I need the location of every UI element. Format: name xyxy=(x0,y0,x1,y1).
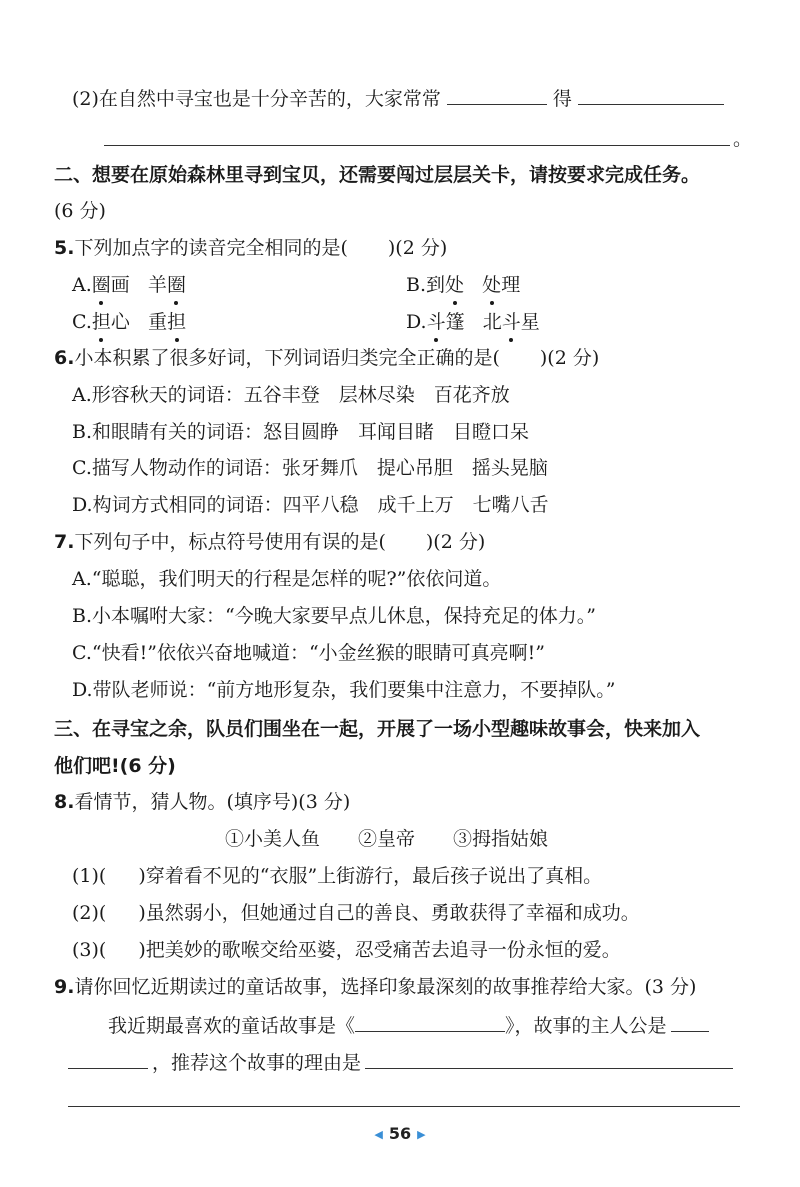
q6-option-b: B.和眼睛有关的词语：怒目圆睁 耳闻目睹 目瞪口呆 xyxy=(72,421,530,443)
section-heading: 二、想要在原始森林里寻到宝贝，还需要闯过层层关卡，请按要求完成任务。 xyxy=(54,164,701,186)
dotted-char: 担 xyxy=(91,311,111,333)
q7-score: )(2 分) xyxy=(425,531,486,553)
question-number: 5. xyxy=(54,237,75,259)
page-footer xyxy=(0,1124,800,1143)
end-mark: 。 xyxy=(733,128,753,150)
answer-blank[interactable] xyxy=(68,1050,148,1069)
answer-blank[interactable] xyxy=(447,86,547,105)
q6-option-d: D.构词方式相同的词语：四平八稳 成千上万 七嘴八舌 xyxy=(72,494,549,516)
question-number: 7. xyxy=(54,531,75,553)
question-number: 9. xyxy=(54,976,75,998)
section-heading: 三、在寻宝之余，队员们围坐在一起，开展了一场小型趣味故事会，快来加入 xyxy=(54,718,701,740)
q9-stem xyxy=(54,974,696,1000)
q4-item2-text: (2)在自然中寻宝也是十分辛苦的，大家常常 xyxy=(72,88,441,110)
dotted-char: 圈 xyxy=(91,274,111,296)
triangle-left-icon: ◀ xyxy=(374,1128,383,1141)
q7-option-c: C.“快看!”依依兴奋地喊道：“小金丝猴的眼睛可真亮啊!” xyxy=(72,642,546,664)
triangle-right-icon: ▶ xyxy=(417,1128,426,1141)
answer-blank[interactable] xyxy=(578,86,724,105)
q8-item-2: (2)( )虽然弱小，但她通过自己的善良、勇敢获得了幸福和成功。 xyxy=(72,902,640,924)
answer-blank[interactable] xyxy=(365,1050,733,1069)
dotted-char: 圈 xyxy=(166,274,186,296)
answer-line[interactable] xyxy=(68,1106,740,1107)
q9-line-1: 我近期最喜欢的童话故事是《 》，故事的主人公是 xyxy=(108,1013,709,1039)
q7-option-d: D.带队老师说：“前方地形复杂，我们要集中注意力，不要掉队。” xyxy=(72,679,616,701)
answer-blank[interactable] xyxy=(355,1013,505,1032)
q8-stem-text: 看情节，猜人物。(填序号)(3 分) xyxy=(74,791,351,813)
dotted-char: 处 xyxy=(482,274,502,296)
q8-stem xyxy=(54,789,350,815)
q9-line-2: ，推荐这个故事的理由是 xyxy=(68,1050,733,1076)
dotted-char: 处 xyxy=(445,274,465,296)
q9-stem-text: 请你回忆近期读过的童话故事，选择印象最深刻的故事推荐给大家。(3 分) xyxy=(74,976,697,998)
q7-option-a: A.“聪聪，我们明天的行程是怎样的呢?”依依问道。 xyxy=(72,568,502,590)
q7-option-b: B.小本嘱咐大家：“今晚大家要早点儿休息，保持充足的体力。” xyxy=(72,605,596,627)
q6-stem xyxy=(54,345,599,371)
dotted-char: 斗 xyxy=(501,311,521,333)
dotted-char: 斗 xyxy=(426,311,446,333)
answer-blank[interactable] xyxy=(671,1013,709,1032)
section-score: (6 分) xyxy=(54,200,106,222)
q7-stem-text: 下列句子中，标点符号使用有误的是( xyxy=(74,531,386,553)
q5-option-b: B.到处 处理 xyxy=(406,274,521,296)
q8-choices: ①小美人鱼 ②皇帝 ③拇指姑娘 xyxy=(225,828,549,850)
q5-option-d: D.斗篷 北斗星 xyxy=(406,311,540,333)
q8-item-1: (1)( )穿着看不见的“衣服”上街游行，最后孩子说出了真相。 xyxy=(72,865,603,887)
q6-score: )(2 分) xyxy=(539,347,600,369)
page-number: 56 xyxy=(388,1124,412,1143)
q6-option-a: A.形容秋天的词语：五谷丰登 层林尽染 百花齐放 xyxy=(72,384,510,406)
q7-stem xyxy=(54,529,485,555)
q6-option-c: C.描写人物动作的词语：张牙舞爪 提心吊胆 摇头晃脑 xyxy=(72,457,548,479)
q8-item-3: (3)( )把美妙的歌喉交给巫婆，忍受痛苦去追寻一份永恒的爱。 xyxy=(72,939,621,961)
q5-stem xyxy=(54,235,447,261)
question-number: 8. xyxy=(54,791,75,813)
q5-option-a: A.圈画 羊圈 xyxy=(72,274,186,296)
q4-item2-text-b: 得 xyxy=(552,88,572,110)
q5-stem-text: 下列加点字的读音完全相同的是( xyxy=(74,237,348,259)
q6-stem-text: 小本积累了很多好词，下列词语归类完全正确的是( xyxy=(74,347,500,369)
q5-score: )(2 分) xyxy=(387,237,448,259)
question-number: 6. xyxy=(54,347,75,369)
answer-line[interactable] xyxy=(104,145,730,146)
q4-item2 xyxy=(72,86,724,112)
q5-option-c: C.担心 重担 xyxy=(72,311,187,333)
dotted-char: 担 xyxy=(167,311,187,333)
section-heading-cont: 他们吧!(6 分) xyxy=(54,755,176,777)
